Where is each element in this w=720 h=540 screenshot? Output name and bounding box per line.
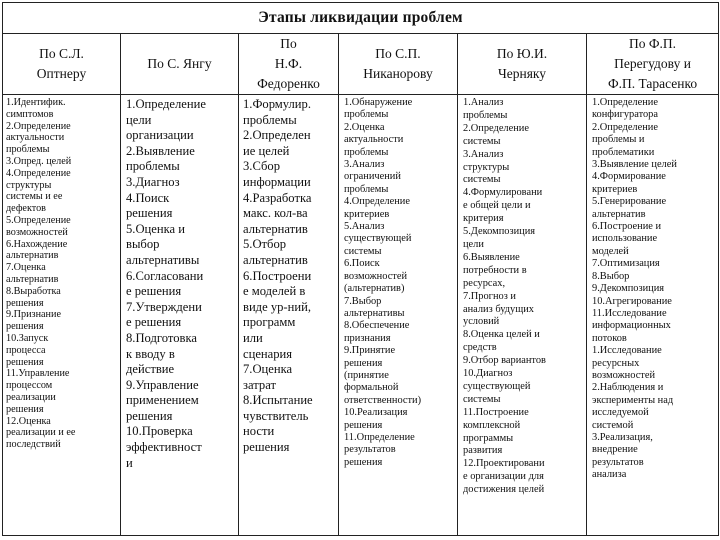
- stage-item: 5.Декомпозиция цели: [463, 226, 536, 250]
- stage-item: 11.Определение результатов решения: [344, 431, 415, 468]
- stage-item: 10.Агрегирование: [592, 295, 672, 307]
- stage-item: 2.Определен ие целей: [243, 128, 311, 158]
- column-body-2: [121, 95, 239, 536]
- stage-item: 1.Определение конфигуратора: [592, 97, 658, 121]
- column-header-4: [339, 34, 458, 95]
- stage-item: 7.Выбор альтернативы: [344, 295, 405, 319]
- stage-item: 7.Оценка альтернатив: [6, 262, 59, 285]
- stage-item: 10.Реализация решения: [344, 407, 408, 431]
- stage-item: 10.Диагноз существующей системы: [463, 368, 531, 405]
- column-body-5: [458, 95, 587, 536]
- stage-item: 6.Нахождение альтернатив: [6, 238, 68, 262]
- column-header-line: По С. Янгу: [147, 56, 212, 71]
- stage-item: 5.Оценка и выбор альтернативы: [126, 221, 200, 267]
- stage-item: 4.Определение структуры системы и ее дефектов: [6, 167, 71, 215]
- stage-item: 7.Оценка затрат: [243, 362, 293, 392]
- column-header-line: Черняку: [497, 66, 547, 81]
- stage-item: 11.Управление процессом реализации решения: [6, 368, 70, 415]
- stage-item: 12.Проектировани е организации для достижения целей: [463, 458, 545, 496]
- stage-list: [239, 95, 338, 456]
- stage-item: 3.Реализация, внедрение результатов анализа: [592, 431, 653, 481]
- column-header-line: Федоренко: [257, 76, 320, 91]
- column-header-line: По Ю.И.: [496, 46, 548, 61]
- column-header-line: По Ф.П.: [629, 36, 677, 51]
- stage-item: 1.Формулир. проблемы: [243, 97, 311, 127]
- column-header-5: [458, 34, 587, 95]
- column-header-line: Оптнеру: [36, 66, 87, 81]
- stage-item: 11.Исследование информационных потоков: [592, 307, 671, 344]
- stage-item: 9.Признание решения: [6, 309, 61, 333]
- stage-item: 3.Анализ структуры системы: [463, 148, 510, 186]
- stage-item: 8.Выработка решения: [6, 285, 61, 309]
- stage-item: 10.Запуск процесса решения: [6, 332, 49, 368]
- stage-item: 5.Генерирование альтернатив: [592, 196, 667, 220]
- column-body-3: [239, 95, 339, 536]
- stage-item: 3.Опред. целей: [6, 155, 72, 167]
- stage-item: 4.Определение критериев: [344, 196, 410, 220]
- stage-item: 12.Оценка реализации и ее последствий: [6, 415, 76, 451]
- stage-item: 1.Обнаружение проблемы: [344, 97, 413, 121]
- table-title: Этапы ликвидации проблем: [3, 3, 719, 34]
- stage-item: 8.Обеспечение признания: [344, 320, 410, 344]
- stage-item: 5.Отбор альтернатив: [243, 237, 308, 267]
- stage-item: 6.Построени е моделей в виде ур-ний, программ или сценария: [243, 268, 312, 361]
- stage-item: 1.Определение цели организации: [126, 97, 206, 143]
- stage-item: 6.Поиск возможностей (альтернатив): [344, 258, 408, 295]
- stage-item: 2.Наблюдения и эксперименты над исследуемой системой: [592, 382, 674, 431]
- stage-item: 2.Определение проблемы и проблематики: [592, 121, 658, 158]
- column-header-line: Н.Ф.: [274, 56, 303, 71]
- stage-item: 7.Оптимизация: [592, 258, 660, 270]
- stage-item: 8.Испытание чувствитель ности решения: [243, 393, 313, 455]
- column-header-line: Ф.П. Тарасенко: [607, 76, 698, 91]
- stage-item: 4.Разработка макс. кол-ва альтернатив: [243, 190, 312, 236]
- stage-item: 6.Согласовани е решения: [126, 268, 204, 299]
- stage-item: 6.Выявление потребности в ресурсах,: [463, 251, 527, 289]
- stages-table: [2, 2, 719, 536]
- body-row: [3, 95, 719, 536]
- header-row: [3, 34, 719, 95]
- column-header-2: [121, 34, 239, 95]
- stage-item: 2.Оценка актуальности проблемы: [344, 121, 404, 158]
- column-body-4: [339, 95, 458, 536]
- stage-item: 5.Анализ существующей системы: [344, 221, 412, 257]
- stage-item: 11.Построение комплексной программы развития: [463, 406, 529, 457]
- stage-item: 4.Поиск решения: [126, 190, 173, 221]
- column-header-line: Перегудову и: [614, 56, 691, 71]
- stage-item: 2.Определение системы: [463, 122, 529, 147]
- stage-item: 7.Прогноз и анализ будущих условий: [463, 290, 534, 328]
- stage-item: 9.Управление применением решения: [126, 377, 199, 423]
- column-header-3: [239, 34, 339, 95]
- stage-list: [121, 95, 238, 471]
- stage-item: 7.Утверждени е решения: [126, 299, 202, 330]
- stage-list: [3, 95, 120, 451]
- column-header-1: [3, 34, 121, 95]
- column-body-1: [3, 95, 121, 536]
- stage-item: 5.Определение возможностей: [6, 214, 71, 238]
- stage-list: [339, 95, 457, 469]
- stage-item: 1.Исследование ресурсных возможностей: [592, 345, 662, 381]
- stage-item: 2.Определение актуальности проблемы: [6, 120, 71, 156]
- stage-item: 3.Выявление целей: [592, 159, 677, 171]
- stage-item: 2.Выявление проблемы: [126, 143, 195, 174]
- column-header-line: По С.П.: [375, 46, 421, 61]
- stage-item: 9.Декомпозиция: [592, 283, 665, 295]
- stage-item: 4.Формулировани е общей цели и критерия: [463, 187, 543, 225]
- stage-item: 9.Принятие решения (принятие формальной ответственности): [344, 345, 422, 406]
- stage-item: 6.Построение и использование моделей: [592, 221, 662, 257]
- column-header-line: По: [280, 36, 297, 51]
- stage-item: 3.Диагноз: [126, 174, 180, 189]
- stage-item: 3.Сбор информации: [243, 159, 311, 189]
- stage-item: 3.Анализ ограничений проблемы: [344, 159, 401, 195]
- stage-list: [458, 95, 586, 497]
- title-row: [3, 3, 719, 34]
- stage-item: 9.Отбор вариантов: [463, 355, 546, 367]
- stage-item: 8.Подготовка к вводу в действие: [126, 330, 197, 377]
- column-header-line: По С.Л.: [39, 46, 84, 61]
- stage-item: 10.Проверка эффективност и: [126, 424, 202, 470]
- column-header-6: [587, 34, 719, 95]
- stage-item: 4.Формирование критериев: [592, 171, 666, 195]
- stage-item: 8.Выбор: [592, 270, 630, 282]
- stage-list: [587, 95, 718, 482]
- column-body-6: [587, 95, 719, 536]
- column-header-line: Никанорову: [363, 66, 433, 81]
- stage-item: 1.Идентифик. симптомов: [6, 97, 66, 120]
- stage-item: 8.Оценка целей и средств: [463, 329, 540, 354]
- stage-item: 1.Анализ проблемы: [463, 97, 508, 121]
